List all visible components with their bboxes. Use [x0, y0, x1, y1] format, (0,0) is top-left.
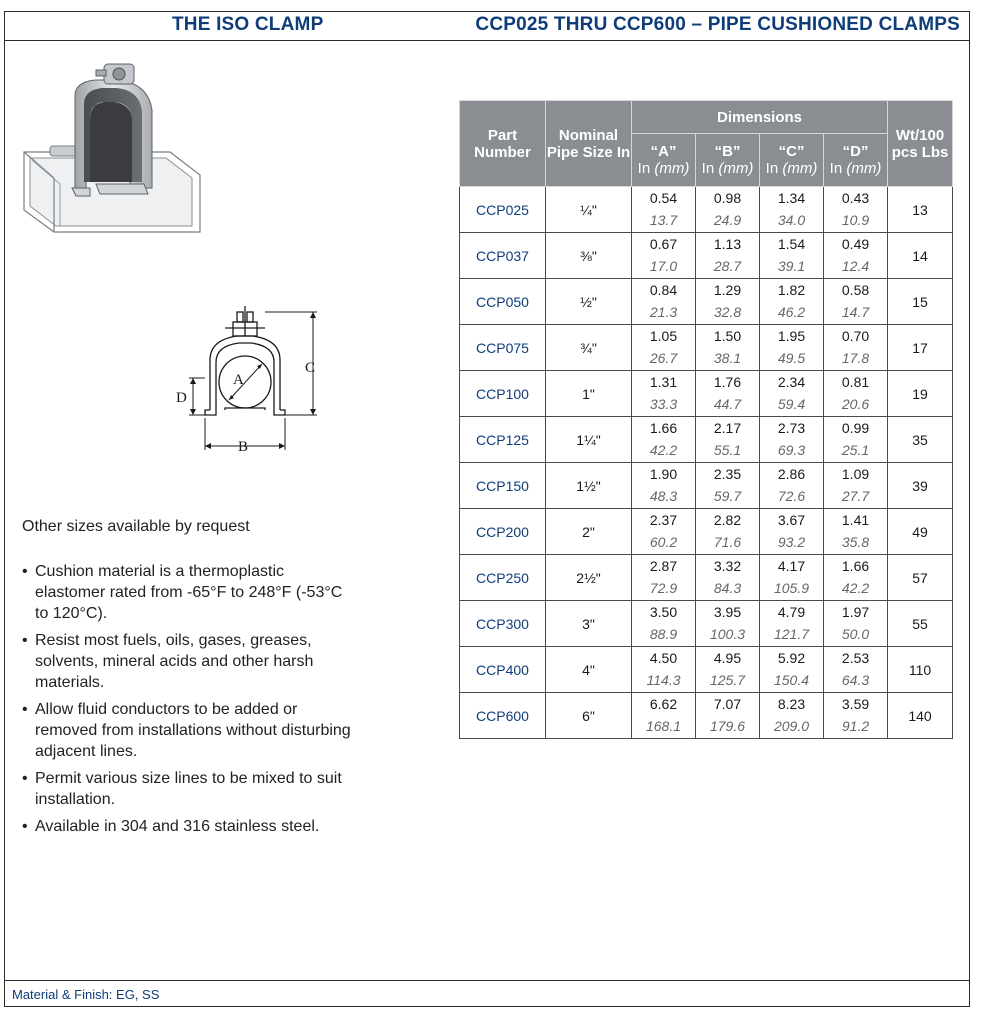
dim-d-millimeters: 27.7 [841, 488, 870, 504]
dim-b-millimeters: 125.7 [709, 672, 746, 688]
dim-c-inches: 4.17 [777, 558, 806, 574]
nominal-size-cell: 1" [546, 371, 632, 417]
part-number-cell: CCP250 [460, 555, 546, 601]
dim-d-cell [824, 693, 888, 739]
dim-c-inches: 4.79 [777, 604, 806, 620]
part-number-cell: CCP300 [460, 601, 546, 647]
page-footer [4, 980, 970, 1007]
part-number-cell: CCP600 [460, 693, 546, 739]
dim-c-cell [760, 187, 824, 233]
dim-c-millimeters: 93.2 [777, 534, 806, 550]
dim-b-cell [696, 417, 760, 463]
dim-c-millimeters: 59.4 [777, 396, 806, 412]
table-row [460, 325, 953, 371]
dim-a-millimeters: 21.3 [649, 304, 678, 320]
dim-b-inches: 3.95 [713, 604, 742, 620]
dim-c-inches: 1.34 [777, 190, 806, 206]
weight-cell: 55 [888, 601, 953, 647]
clamp-dimension-diagram [165, 300, 340, 460]
header-nominal-size: Nominal Pipe Size In [546, 101, 632, 187]
dim-d-cell [824, 325, 888, 371]
dim-c-cell [760, 555, 824, 601]
dim-d-millimeters: 64.3 [841, 672, 870, 688]
dim-a-cell [632, 417, 696, 463]
weight-cell: 13 [888, 187, 953, 233]
header-dim-b [696, 134, 760, 187]
dim-c-inches: 1.95 [777, 328, 806, 344]
dim-b-millimeters: 28.7 [713, 258, 742, 274]
dim-d-inches: 0.58 [841, 282, 870, 298]
feature-item: • Allow fluid conductors to be added or removed from installations without disturbing adjacent lines. [22, 699, 352, 762]
page-title: CCP025 THRU CCP600 – PIPE CUSHIONED CLAMPS [475, 14, 960, 35]
header-part-number: Part Number [460, 101, 546, 187]
dim-d-cell [824, 555, 888, 601]
dim-a-inches: 2.37 [649, 512, 678, 528]
dim-a-millimeters: 42.2 [649, 442, 678, 458]
table-row [460, 601, 953, 647]
dim-a-cell [632, 509, 696, 555]
dim-c-cell [760, 647, 824, 693]
dim-b-inches: 3.32 [713, 558, 742, 574]
dim-b-inches: 2.82 [713, 512, 742, 528]
dim-c-inches: 8.23 [777, 696, 806, 712]
dim-c-inches: 5.92 [777, 650, 806, 666]
dim-b-millimeters: 179.6 [709, 718, 746, 734]
part-number-cell: CCP200 [460, 509, 546, 555]
dim-b-inches: 1.50 [713, 328, 742, 344]
dim-d-cell [824, 647, 888, 693]
section-title: THE ISO CLAMP [172, 14, 324, 35]
dim-a-millimeters: 88.9 [649, 626, 678, 642]
dim-d-inches: 1.41 [841, 512, 870, 528]
dim-c-cell [760, 325, 824, 371]
dim-d-millimeters: 17.8 [841, 350, 870, 366]
dim-d-millimeters: 42.2 [841, 580, 870, 596]
feature-item: • Resist most fuels, oils, gases, greases, solvents, mineral acids and other harsh materials. [22, 630, 352, 693]
header-unit-mm: (mm) [654, 160, 690, 177]
dim-c-cell [760, 279, 824, 325]
weight-cell: 39 [888, 463, 953, 509]
dim-d-inches: 0.43 [841, 190, 870, 206]
header-dim-d-label: “D” [842, 143, 869, 160]
dim-c-millimeters: 39.1 [777, 258, 806, 274]
dimensions-table [459, 100, 953, 739]
dim-c-cell [760, 371, 824, 417]
dim-b-inches: 2.35 [713, 466, 742, 482]
dim-a-millimeters: 114.3 [646, 672, 681, 688]
header-dim-b-label: “B” [714, 143, 741, 160]
dim-b-inches: 7.07 [713, 696, 742, 712]
dim-a-inches: 1.66 [649, 420, 678, 436]
dim-b-cell [696, 693, 760, 739]
dim-b-millimeters: 32.8 [713, 304, 742, 320]
dim-c-millimeters: 69.3 [777, 442, 806, 458]
table-row [460, 647, 953, 693]
header-dimensions: Dimensions [632, 101, 888, 134]
dim-d-millimeters: 12.4 [841, 258, 870, 274]
dim-b-millimeters: 59.7 [713, 488, 742, 504]
dim-b-cell [696, 325, 760, 371]
dim-b-cell [696, 601, 760, 647]
other-sizes-note: Other sizes available by request [22, 518, 250, 535]
dim-a-inches: 0.54 [649, 190, 678, 206]
nominal-size-cell: 1½" [546, 463, 632, 509]
dim-a-cell [632, 647, 696, 693]
part-number-cell: CCP150 [460, 463, 546, 509]
header-unit-in: In [637, 160, 651, 177]
feature-list [22, 561, 352, 843]
dim-c-cell [760, 693, 824, 739]
part-number-cell: CCP100 [460, 371, 546, 417]
dim-b-cell [696, 233, 760, 279]
dim-a-millimeters: 72.9 [649, 580, 678, 596]
dim-a-cell [632, 555, 696, 601]
nominal-size-cell: 1¼" [546, 417, 632, 463]
weight-cell: 17 [888, 325, 953, 371]
dim-b-inches: 1.76 [713, 374, 742, 390]
dim-d-inches: 0.70 [841, 328, 870, 344]
dim-b-cell [696, 187, 760, 233]
dim-b-cell [696, 647, 760, 693]
dim-d-inches: 1.97 [841, 604, 870, 620]
dim-d-cell [824, 601, 888, 647]
dim-b-inches: 1.13 [713, 236, 742, 252]
dim-c-millimeters: 46.2 [777, 304, 806, 320]
dim-c-inches: 2.34 [777, 374, 806, 390]
dim-a-cell [632, 325, 696, 371]
weight-cell: 49 [888, 509, 953, 555]
part-number-cell: CCP025 [460, 187, 546, 233]
dim-b-inches: 4.95 [713, 650, 742, 666]
nominal-size-cell: 2" [546, 509, 632, 555]
dim-c-inches: 2.86 [777, 466, 806, 482]
dim-c-millimeters: 49.5 [777, 350, 806, 366]
dim-b-millimeters: 44.7 [713, 396, 742, 412]
header-weight: Wt/100 pcs Lbs [888, 101, 953, 187]
table-row [460, 187, 953, 233]
dim-c-millimeters: 121.7 [773, 626, 810, 642]
dim-b-inches: 1.29 [713, 282, 742, 298]
table-row [460, 509, 953, 555]
dim-d-inches: 0.99 [841, 420, 870, 436]
weight-cell: 57 [888, 555, 953, 601]
weight-cell: 35 [888, 417, 953, 463]
dim-a-cell [632, 371, 696, 417]
header-unit-mm: (mm) [846, 160, 882, 177]
dim-d-cell [824, 463, 888, 509]
dim-c-inches: 2.73 [777, 420, 806, 436]
dim-d-cell [824, 279, 888, 325]
dim-c-inches: 1.82 [777, 282, 806, 298]
dim-b-millimeters: 84.3 [713, 580, 742, 596]
dim-b-cell [696, 371, 760, 417]
dim-c-millimeters: 105.9 [773, 580, 810, 596]
weight-cell: 19 [888, 371, 953, 417]
table-row [460, 371, 953, 417]
dimension-label-a: A [233, 372, 244, 388]
header-unit-in: In [829, 160, 843, 177]
dimension-label-b: B [238, 439, 249, 455]
clamp-product-image [20, 60, 210, 240]
dim-b-inches: 0.98 [713, 190, 742, 206]
dim-a-millimeters: 26.7 [649, 350, 678, 366]
nominal-size-cell: ⅜" [546, 233, 632, 279]
dim-d-inches: 2.53 [841, 650, 870, 666]
dim-c-millimeters: 209.0 [773, 718, 810, 734]
dim-a-inches: 1.05 [649, 328, 678, 344]
nominal-size-cell: ½" [546, 279, 632, 325]
dim-a-millimeters: 17.0 [649, 258, 678, 274]
nominal-size-cell: 6" [546, 693, 632, 739]
header-dim-d [824, 134, 888, 187]
nominal-size-cell: ¾" [546, 325, 632, 371]
feature-item: • Cushion material is a thermoplastic elastomer rated from -65°F to 248°F (-53°C to 120°C). [22, 561, 352, 624]
dim-a-millimeters: 48.3 [649, 488, 678, 504]
dim-a-cell [632, 279, 696, 325]
weight-cell: 110 [888, 647, 953, 693]
dim-a-millimeters: 60.2 [649, 534, 678, 550]
dim-a-inches: 1.31 [649, 374, 678, 390]
table-row [460, 279, 953, 325]
dim-d-inches: 1.09 [841, 466, 870, 482]
material-finish-note: Material & Finish: EG, SS [12, 987, 160, 1002]
dim-a-cell [632, 601, 696, 647]
dimension-label-d: D [176, 390, 187, 406]
header-dim-a-label: “A” [650, 143, 677, 160]
part-number-cell: CCP075 [460, 325, 546, 371]
table-row [460, 693, 953, 739]
dimension-label-c: C [305, 360, 316, 376]
dim-d-cell [824, 187, 888, 233]
dim-a-inches: 1.90 [649, 466, 678, 482]
dim-d-inches: 1.66 [841, 558, 870, 574]
dim-c-cell [760, 463, 824, 509]
dim-a-millimeters: 168.1 [645, 718, 682, 734]
dim-d-inches: 0.49 [841, 236, 870, 252]
dim-a-inches: 6.62 [649, 696, 678, 712]
dim-b-millimeters: 24.9 [713, 212, 742, 228]
dim-a-millimeters: 13.7 [649, 212, 678, 228]
dim-c-cell [760, 509, 824, 555]
dim-c-cell [760, 417, 824, 463]
table-row [460, 233, 953, 279]
dim-d-millimeters: 50.0 [841, 626, 870, 642]
dim-b-cell [696, 555, 760, 601]
nominal-size-cell: 2½" [546, 555, 632, 601]
nominal-size-cell: ¼" [546, 187, 632, 233]
dim-d-inches: 0.81 [841, 374, 870, 390]
dim-a-inches: 0.67 [649, 236, 678, 252]
dim-d-millimeters: 10.9 [841, 212, 870, 228]
dim-d-millimeters: 35.8 [841, 534, 870, 550]
dim-c-millimeters: 72.6 [777, 488, 806, 504]
part-number-cell: CCP037 [460, 233, 546, 279]
header-unit-mm: (mm) [718, 160, 754, 177]
header-unit-in: In [765, 160, 779, 177]
page-header [4, 11, 970, 41]
dim-b-millimeters: 38.1 [713, 350, 742, 366]
dim-d-millimeters: 20.6 [841, 396, 870, 412]
dim-b-inches: 2.17 [713, 420, 742, 436]
weight-cell: 140 [888, 693, 953, 739]
part-number-cell: CCP050 [460, 279, 546, 325]
dim-d-cell [824, 509, 888, 555]
header-dim-a [632, 134, 696, 187]
dim-d-millimeters: 91.2 [841, 718, 870, 734]
dim-a-inches: 2.87 [649, 558, 678, 574]
dim-d-cell [824, 417, 888, 463]
dim-c-cell [760, 601, 824, 647]
dim-a-inches: 0.84 [649, 282, 678, 298]
nominal-size-cell: 4" [546, 647, 632, 693]
weight-cell: 14 [888, 233, 953, 279]
weight-cell: 15 [888, 279, 953, 325]
part-number-cell: CCP400 [460, 647, 546, 693]
dim-a-cell [632, 187, 696, 233]
dim-a-cell [632, 233, 696, 279]
dim-d-millimeters: 25.1 [841, 442, 870, 458]
part-number-cell: CCP125 [460, 417, 546, 463]
dim-d-inches: 3.59 [841, 696, 870, 712]
dim-d-cell [824, 371, 888, 417]
dimensions-table-body [460, 187, 953, 739]
dim-b-cell [696, 509, 760, 555]
table-row [460, 463, 953, 509]
dim-c-millimeters: 34.0 [777, 212, 806, 228]
feature-item: • Available in 304 and 316 stainless steel. [22, 816, 352, 837]
table-row [460, 417, 953, 463]
dim-a-cell [632, 693, 696, 739]
header-dim-c-label: “C” [778, 143, 805, 160]
table-row [460, 555, 953, 601]
dim-c-cell [760, 233, 824, 279]
dim-c-millimeters: 150.4 [773, 672, 810, 688]
dim-b-cell [696, 279, 760, 325]
header-unit-in: In [701, 160, 715, 177]
dim-a-inches: 4.50 [649, 650, 678, 666]
header-unit-mm: (mm) [782, 160, 818, 177]
dim-b-millimeters: 100.3 [709, 626, 746, 642]
feature-item: • Permit various size lines to be mixed to suit installation. [22, 768, 352, 810]
dim-b-millimeters: 71.6 [713, 534, 742, 550]
dim-a-cell [632, 463, 696, 509]
dim-b-millimeters: 55.1 [713, 442, 742, 458]
dim-a-inches: 3.50 [649, 604, 678, 620]
dim-b-cell [696, 463, 760, 509]
dim-d-cell [824, 233, 888, 279]
header-dim-c [760, 134, 824, 187]
dim-c-inches: 3.67 [777, 512, 806, 528]
dim-d-millimeters: 14.7 [841, 304, 870, 320]
dim-a-millimeters: 33.3 [649, 396, 678, 412]
dim-c-inches: 1.54 [777, 236, 806, 252]
nominal-size-cell: 3" [546, 601, 632, 647]
